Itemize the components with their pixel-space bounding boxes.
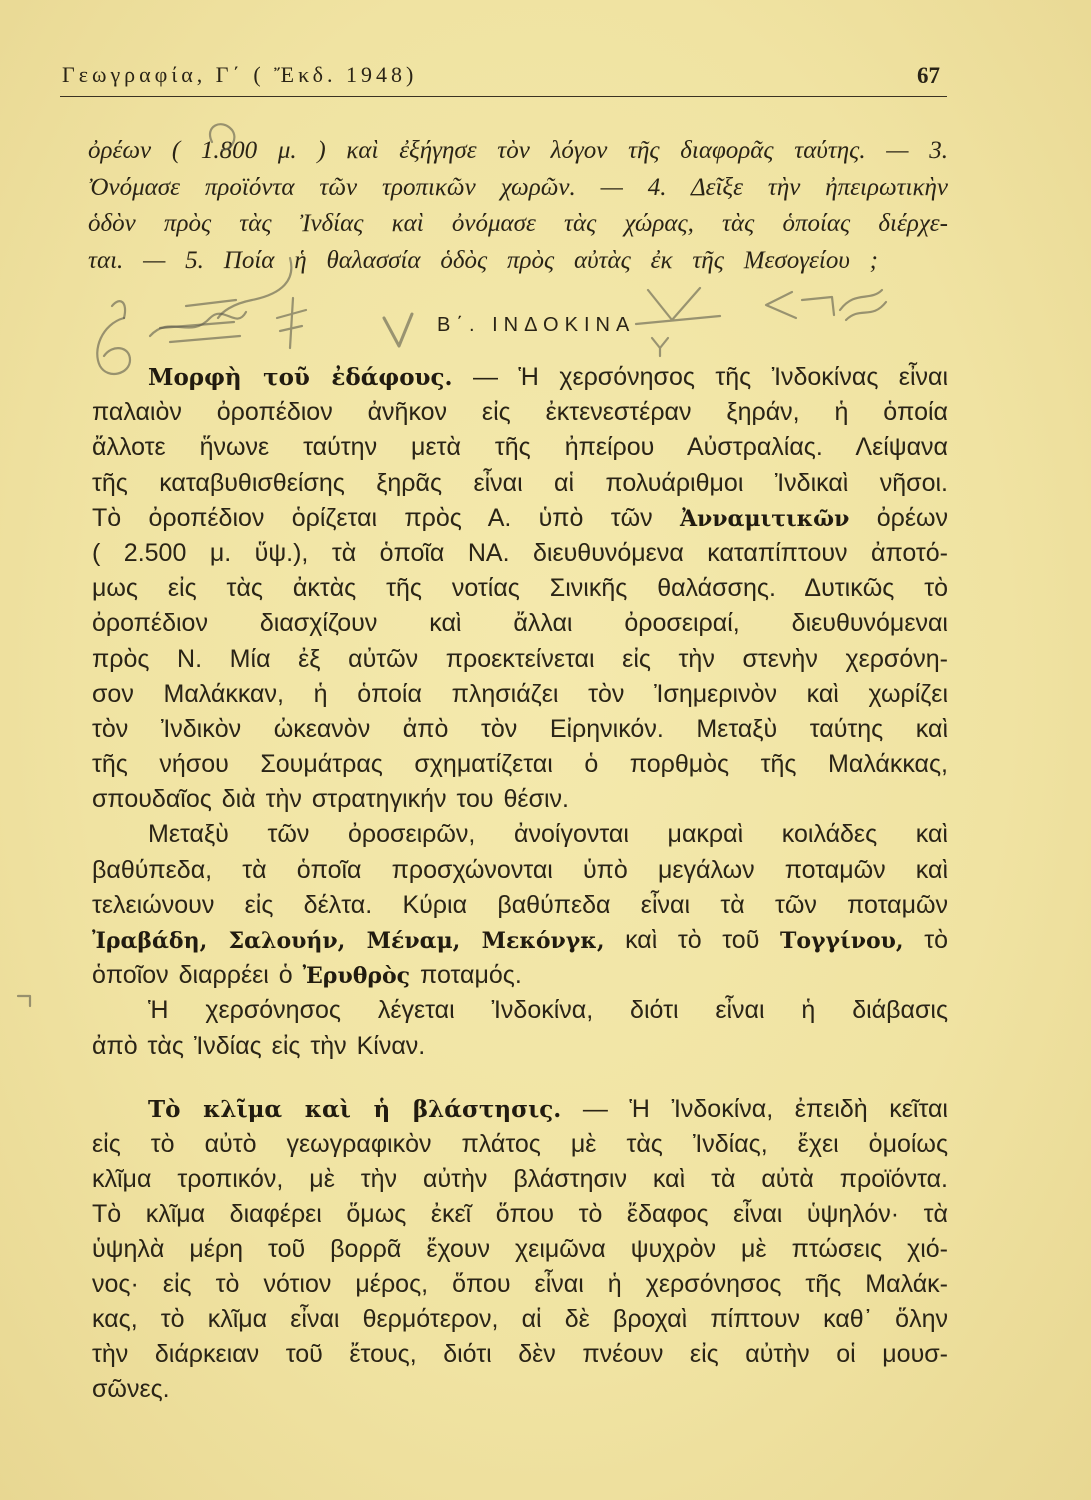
run-in-heading: Τὸ κλῖμα καὶ ἡ βλάστησις. — [148, 1096, 562, 1123]
text-line: σῶνες. — [92, 1375, 170, 1403]
pencil-scribble-mark — [766, 292, 834, 318]
text-line: Ἡ χερσόνησος λέγεται Ἰνδοκίνα, διότι εἶναι ἡ διάβασις — [148, 996, 948, 1025]
text-line: εἰς τὸ αὐτὸ γεωγραφικὸν πλάτος μὲ τὰς Ἰνδίας, ἔχει ὁμοίως — [92, 1130, 948, 1158]
text-line: ἄλλοτε ἥνωνε ταύτην μετὰ τῆς ἠπείρου Αὐστραλίας. Λείψανα — [92, 433, 948, 462]
bold-term: Τογγίνου, — [779, 928, 904, 954]
bold-term: Ἐρυθρὸς — [302, 963, 411, 990]
text-line: Τὸ κλῖμα διαφέρει ὅμως ἐκεῖ ὅπου τὸ ἔδαφος εἶναι ὑψηλόν· τὰ — [92, 1200, 948, 1228]
text-line: ται. — 5. Ποία ἡ θαλασσία ὁδὸς πρὸς αὐτὰς ἐκ τῆς Μεσογείου ; — [88, 247, 878, 275]
pencil-margin-mark — [18, 996, 30, 1006]
pencil-scribble-mark — [150, 312, 246, 336]
text-line: σον Μαλάκκαν, ἡ ὁποία πλησιάζει τὸν Ἰσημερινὸν καὶ χωρίζει — [92, 679, 948, 708]
text-line: ὀροπέδιον διασχίζουν καὶ ἄλλαι ὀροσειραί, διευθυνόμεναι — [92, 609, 948, 638]
text-segment: καὶ τὸ τοῦ — [625, 926, 760, 954]
pencil-check-mark — [384, 314, 412, 346]
text-line: κας, τὸ κλῖμα εἶναι θερμότερον, αἱ δὲ βροχαὶ πίπτουν καθ᾿ ὅλην — [92, 1305, 948, 1333]
text-line — [92, 1092, 948, 1127]
header-rule — [60, 96, 947, 97]
body-text — [92, 360, 948, 1064]
pencil-scribble-mark — [112, 301, 125, 318]
text-line: ὀρέων ( 1.800 μ. ) καὶ ἐξήγησε τὸν λόγον τῆς διαφορᾶς ταύτης. — 3. — [88, 137, 948, 164]
pencil-scribble-mark — [160, 300, 240, 342]
text-line — [92, 923, 948, 958]
text-line — [92, 360, 948, 395]
text-segment: ποταμός. — [420, 961, 522, 990]
text-line: Ὀνόμασε προϊόντα τῶν τροπικῶν χωρῶν. — 4. Δεῖξε τὴν ἠπειρωτικὴν — [88, 173, 948, 201]
text-segment: τὸ — [924, 926, 948, 954]
bold-term: Ἀνναμιτικῶν — [679, 505, 850, 532]
text-segment: — Ἡ Ἰνδοκίνα, ἐπειδὴ κεῖται — [582, 1095, 948, 1123]
text-line: τῆς καταβυθισθείσης ξηρᾶς εἶναι αἱ πολυάριθμοι Ἰνδικαὶ νῆσοι. — [92, 468, 948, 497]
section-heading: Β΄. ΙΝΔΟΚΙΝΑ — [437, 314, 636, 336]
running-title: Γεωγραφία, Γ΄ ( Ἔκδ. 1948) — [62, 62, 418, 87]
bold-term: Ἰραβάδη, Σαλουήν, Μέναμ, Μεκόνγκ, — [92, 928, 605, 954]
text-segment: Τὸ ὀροπέδιον ὁρίζεται πρὸς Α. ὑπὸ τῶν — [92, 503, 653, 532]
text-line: τελειώνουν εἰς δέλτα. Κύρια βαθύπεδα εἶναι τὰ τῶν ποταμῶν — [92, 890, 948, 919]
pencil-cross-mark — [277, 298, 306, 348]
text-segment: — Ἡ χερσόνησος τῆς Ἰνδοκίνας εἶναι — [472, 363, 949, 391]
text-line: παλαιὸν ὀροπέδιον ἀνῆκον εἰς ἐκτενεστέραν ξηράν, ἡ ὁποία — [92, 398, 948, 427]
text-segment: ὀρέων — [876, 503, 948, 532]
text-line: κλῖμα τροπικόν, μὲ τὴν αὐτὴν βλάστησιν καὶ τὰ αὐτὰ προϊόντα. — [92, 1165, 948, 1193]
pencil-scribble-mark — [840, 290, 886, 320]
text-line: πρὸς Ν. Μία ἐξ αὐτῶν προεκτείνεται εἰς τὴν στενὴν χερσόνη- — [92, 644, 948, 673]
text-line: βαθύπεδα, τὰ ὁποῖα προσχώνονται ὑπὸ μεγάλων ποταμῶν καὶ — [92, 855, 948, 884]
text-line: τὸν Ἰνδικὸν ὠκεανὸν ἀπὸ τὸν Εἰρηνικόν. Μεταξὺ ταύτης καὶ — [92, 714, 948, 743]
text-line: νος· εἰς τὸ νότιον μέρος, ὅπου εἶναι ἡ χερσόνησος τῆς Μαλάκ- — [92, 1270, 948, 1298]
page-number: 67 — [917, 63, 940, 88]
text-line: ( 2.500 μ. ὕψ.), τὰ ὁποῖα ΝΑ. διευθυνόμενα καταπίπτουν ἀποτό- — [92, 538, 948, 567]
text-line — [92, 958, 948, 993]
pencil-scribble-mark — [652, 338, 668, 356]
text-line: ἀπὸ τὰς Ἰνδίας εἰς τὴν Κίναν. — [92, 1031, 426, 1060]
text-line: ὁδὸν πρὸς τὰς Ἰνδίας καὶ ὀνόμασε τὰς χώρας, τὰς ὁποίας διέρχε- — [88, 210, 948, 238]
run-in-heading: Μορφὴ τοῦ ἐδάφους. — [148, 364, 453, 391]
text-line: ὑψηλὰ μέρη τοῦ βορρᾶ ἔχουν χειμῶνα ψυχρὸν μὲ πτώσεις χιό- — [92, 1235, 948, 1263]
text-segment: ὁποῖον διαρρέει ὁ — [92, 961, 293, 990]
text-line — [92, 501, 948, 536]
climate-paragraph — [92, 1092, 948, 1407]
text-line: μως εἰς τὰς ἀκτὰς τῆς νοτίας Σινικῆς θαλάσσης. Δυτικῶς τὸ — [92, 574, 948, 603]
text-line: σπουδαῖος διὰ τὴν στρατηγικήν του θέσιν. — [92, 785, 569, 814]
text-line: Μεταξὺ τῶν ὀροσειρῶν, ἀνοίγονται μακραὶ κοιλάδες καὶ — [148, 820, 948, 849]
text-line: τῆς νήσου Σουμάτρας σχηματίζεται ὁ πορθμὸς τῆς Μαλάκκας, — [92, 750, 948, 779]
exercise-questions — [88, 133, 948, 280]
pencil-check-mark — [636, 288, 720, 324]
text-line: τὴν διάρκειαν τοῦ ἔτους, διότι δὲν πνέουν εἰς αὐτὴν οἱ μουσ- — [92, 1340, 948, 1368]
